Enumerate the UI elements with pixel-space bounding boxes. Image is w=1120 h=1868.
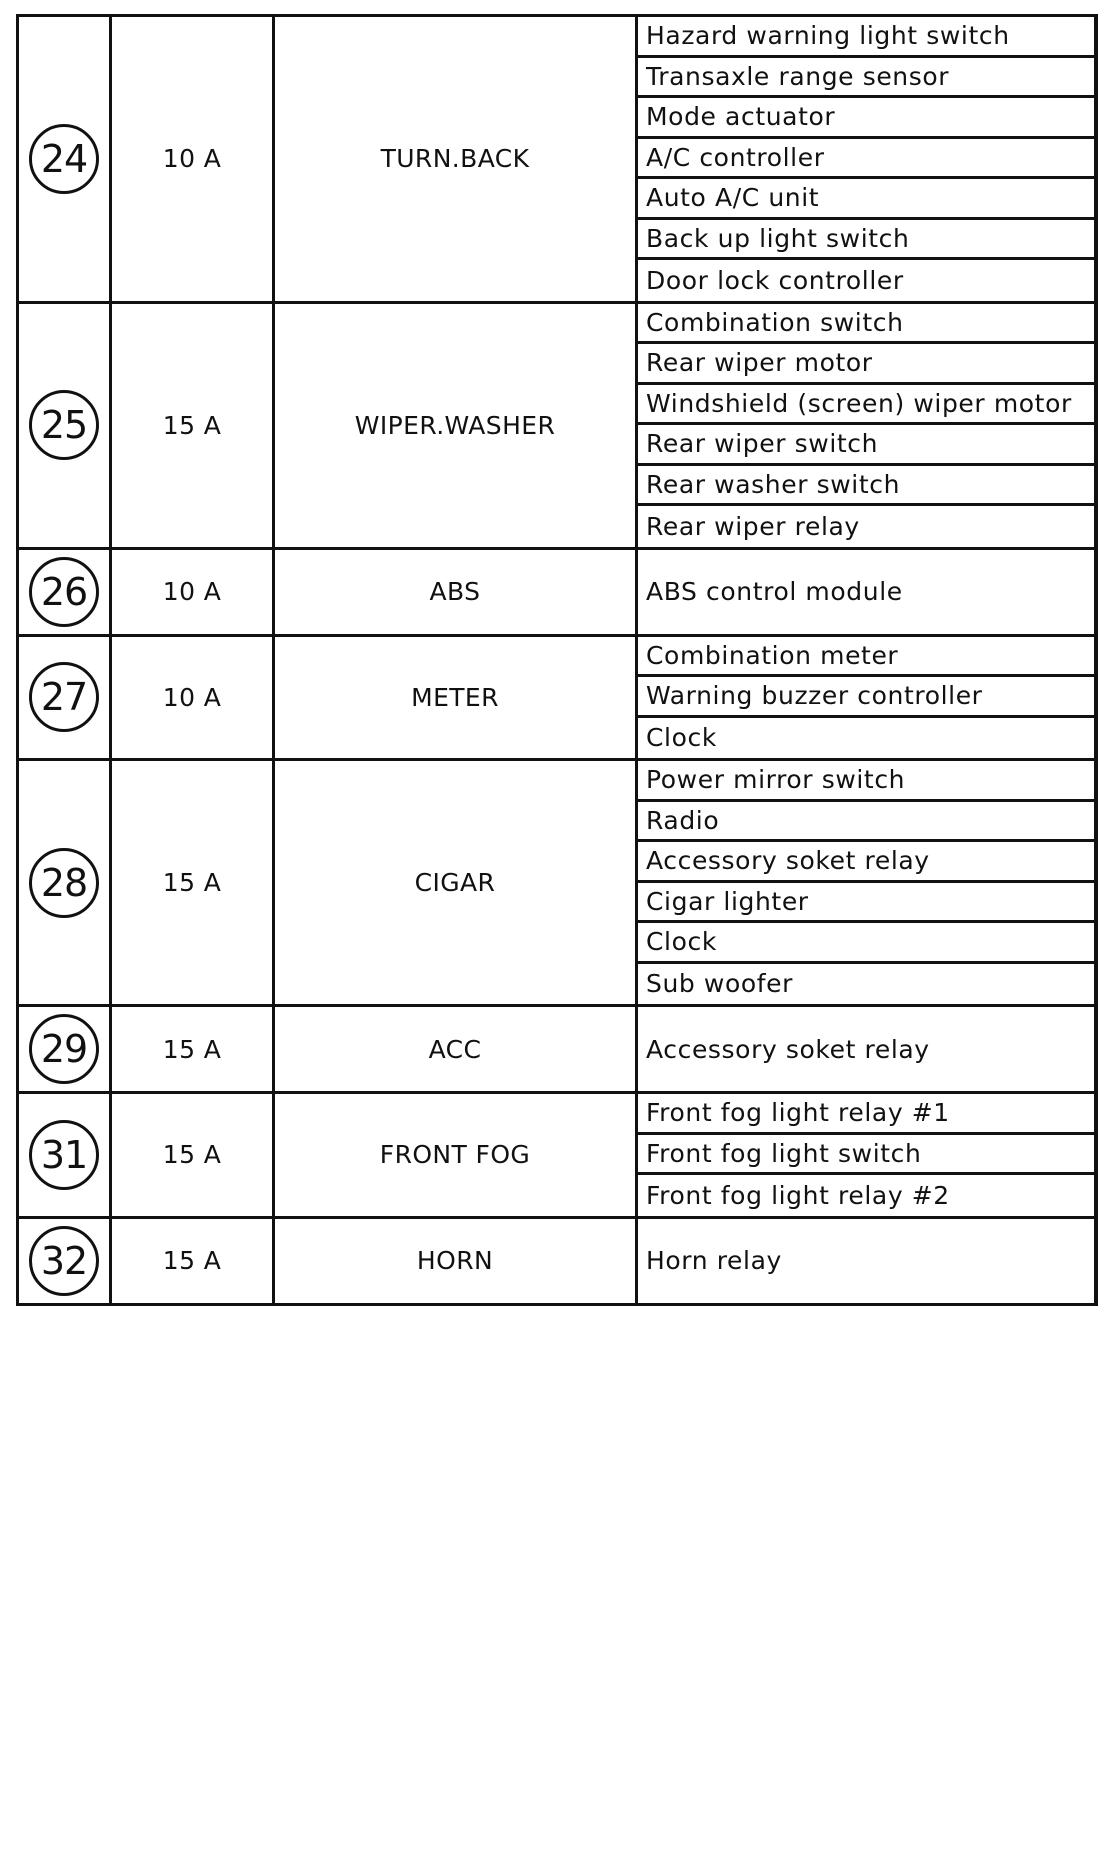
- fuse-name: HORN: [416, 1246, 494, 1275]
- protected-component: Hazard warning light switch: [638, 17, 1094, 58]
- fuse-number-badge: 26: [29, 557, 99, 627]
- fuse-rating-cell: [111, 1093, 274, 1218]
- fuse-rating-cell: [111, 1217, 274, 1304]
- fuse-row-32: [18, 1217, 1096, 1304]
- fuse-rating-cell: [111, 635, 274, 760]
- protected-component: Accessory soket relay: [646, 1034, 930, 1064]
- protected-component: A/C controller: [638, 139, 1094, 180]
- protected-component: Rear wiper motor: [638, 344, 1094, 385]
- fuse-name: ACC: [428, 1034, 482, 1064]
- protected-components-list: [638, 1219, 1094, 1303]
- fuse-rating-cell: [111, 16, 274, 303]
- protected-components-list: [638, 304, 1094, 547]
- fuse-row-26: [18, 548, 1096, 635]
- fuse-rating: 10 A: [162, 144, 222, 174]
- protected-components-list: [638, 637, 1094, 759]
- protected-component: Mode actuator: [638, 98, 1094, 139]
- fuse-number-badge: 29: [29, 1014, 99, 1084]
- fuse-rating: 15 A: [162, 410, 222, 440]
- protected-components-list: [638, 550, 1094, 634]
- fuse-rating: 15 A: [162, 1140, 222, 1170]
- protected-component: Combination meter: [638, 637, 1094, 678]
- protected-component: Power mirror switch: [638, 761, 1094, 802]
- fuse-row-28: [18, 760, 1096, 1006]
- fuse-name: ABS: [429, 577, 481, 606]
- protected-component: Horn relay: [646, 1246, 782, 1275]
- protected-components-cell: [637, 635, 1096, 760]
- fuse-name-cell: [274, 1217, 637, 1304]
- fuse-name: METER: [411, 682, 499, 712]
- protected-component: Rear wiper switch: [638, 425, 1094, 466]
- fuse-number-cell: [18, 16, 111, 303]
- fuse-number-badge: 28: [29, 848, 99, 918]
- protected-component: Front fog light relay #1: [638, 1094, 1094, 1135]
- fuse-row-25: [18, 302, 1096, 548]
- protected-component: Door lock controller: [646, 265, 904, 295]
- protected-components-cell: [637, 302, 1096, 548]
- protected-component: Front fog light relay #2: [646, 1180, 950, 1210]
- fuse-rating: 15 A: [162, 1034, 222, 1064]
- fuse-name-cell: [274, 1006, 637, 1093]
- protected-component: Cigar lighter: [638, 883, 1094, 924]
- fuse-number-cell: [18, 1217, 111, 1304]
- protected-component: Sub woofer: [646, 969, 794, 999]
- fuse-number-badge: 31: [29, 1120, 99, 1190]
- protected-component: Windshield (screen) wiper motor: [638, 385, 1094, 426]
- fuse-number-badge: 24: [29, 124, 99, 194]
- fuse-number-badge: 27: [29, 662, 99, 732]
- protected-component: Clock: [646, 723, 717, 753]
- protected-components-cell: [637, 1006, 1096, 1093]
- fuse-rating: 10 A: [162, 682, 222, 712]
- fuse-rating: 15 A: [162, 868, 222, 897]
- fuse-rating-cell: [111, 1006, 274, 1093]
- fuse-rating-cell: [111, 760, 274, 1006]
- fuse-name-cell: [274, 302, 637, 548]
- protected-component: Warning buzzer controller: [638, 677, 1094, 718]
- protected-component: Transaxle range sensor: [638, 58, 1094, 99]
- protected-components-list: [638, 17, 1094, 301]
- fuse-rating-cell: [111, 548, 274, 635]
- fuse-row-27: [18, 635, 1096, 760]
- fuse-name-cell: [274, 548, 637, 635]
- fuse-name: TURN.BACK: [380, 144, 530, 174]
- fuse-row-24: [18, 16, 1096, 303]
- fuse-number-cell: [18, 635, 111, 760]
- fuse-number-cell: [18, 302, 111, 548]
- fuse-name-cell: [274, 760, 637, 1006]
- protected-components-list: [638, 761, 1094, 1004]
- fuse-number-cell: [18, 548, 111, 635]
- protected-component: Accessory soket relay: [638, 842, 1094, 883]
- protected-component: Radio: [638, 802, 1094, 843]
- fuse-rating: 10 A: [162, 577, 222, 606]
- protected-components-list: [638, 1094, 1094, 1216]
- protected-component: Back up light switch: [638, 220, 1094, 261]
- protected-component: Front fog light switch: [638, 1135, 1094, 1176]
- fuse-name-cell: [274, 16, 637, 303]
- fuse-name: WIPER.WASHER: [354, 410, 556, 440]
- protected-component: Auto A/C unit: [638, 179, 1094, 220]
- fuse-table-body: [18, 16, 1096, 1305]
- fuse-row-31: [18, 1093, 1096, 1218]
- fuse-row-29: [18, 1006, 1096, 1093]
- protected-components-cell: [637, 760, 1096, 1006]
- protected-components-cell: [637, 1093, 1096, 1218]
- fuse-number-badge: 25: [29, 390, 99, 460]
- fuse-name-cell: [274, 635, 637, 760]
- protected-components-cell: [637, 1217, 1096, 1304]
- protected-components-list: [638, 1007, 1094, 1091]
- fuse-name: CIGAR: [414, 868, 496, 897]
- fuse-number-cell: [18, 1093, 111, 1218]
- fuse-number-cell: [18, 760, 111, 1006]
- fuse-rating: 15 A: [162, 1246, 222, 1275]
- protected-components-cell: [637, 548, 1096, 635]
- protected-component: Clock: [638, 923, 1094, 964]
- protected-components-cell: [637, 16, 1096, 303]
- fuse-rating-cell: [111, 302, 274, 548]
- fuse-name: FRONT FOG: [379, 1140, 531, 1170]
- protected-component: Combination switch: [638, 304, 1094, 345]
- fuse-number-badge: 32: [29, 1226, 99, 1296]
- fuse-name-cell: [274, 1093, 637, 1218]
- fuse-number-cell: [18, 1006, 111, 1093]
- protected-component: Rear wiper relay: [646, 511, 860, 541]
- protected-component: Rear washer switch: [638, 466, 1094, 507]
- protected-component: ABS control module: [646, 577, 903, 606]
- fuse-table: [16, 14, 1098, 1306]
